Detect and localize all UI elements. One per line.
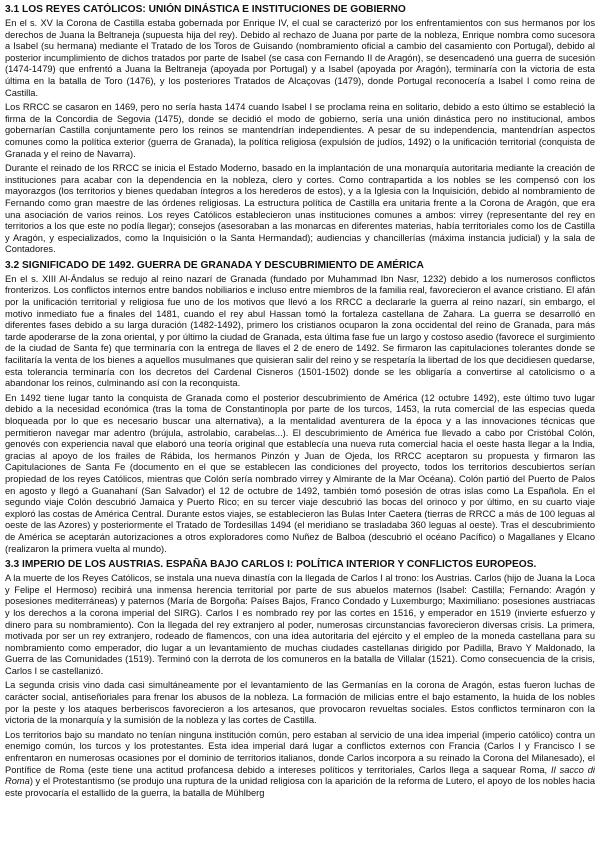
paragraph: En el s. XIII Al-Ándalus se redujo al reino nazarí de Granada (fundado por Muhammad Ibn Nasr, 1232) debido a los numerosos conflictos fronterizos. Los conflictos internos entre bandos nobiliarios e incluso entre miembros de la familia real, favorecieron el avance cristiano. El afán por la unificación territorial y religiosa fue uno de los motivos que llevó a los RRCC a declararle la guerra al reino nazarí, sin embargo, el motivo inmediato fue a finales del 1481, cuando el rey abul Hassan tomó la fortaleza castellana de Zahara. La guerra se desarrolló en diferentes fases debido a su larga duración (1482-1492), primero los cristianos ocuparon la zona occidental del reino de Granada, para más tarde apoderarse de la zona oriental, y por último la ciudad de Granada, esta última fase fue un largo y costoso asedio (favorece el surgimiento de la ciudad de Santa fe) que terminaría con la entrega de llaves el 2 de enero de 1492. Se firmaron las capitulaciones tolerantes donde se facilitaría la venta de los bienes a aquellos musulmanes que quisieran salir del reino y se respetaría la libertad de los que decidiesen quedarse, esta tolerancia terminaría con los decretos del Cardenal Cisneros (1501-1502) donde se les obligaría a convertirse al catolicismo o a abandonar los reinos, culminando así con la reconquista. — [5, 273, 595, 389]
paragraph: A la muerte de los Reyes Católicos, se instala una nueva dinastía con la llegada de Carlos I al trono: los Austrias. Carlos (hijo de Juana la Loca y Felipe el Hermoso) recibirá una inmensa herencia territorial por parte de sus abuelos maternos (Isabel: Castilla; Fernando: Aragón y posesiones mediterráneas) y paternos (María de Borgoña: Países Bajos, Franco Condado y Luxemburgo; Maximiliano: posesiones austriacas y los derechos a la corona imperial del SIRG). Carlos I es nombrado rey por las cortes en 1516, y emperador en 1519 (invierte esfuerzo y dinero para su nombramiento). Con la llegada del rey extranjero al poder, numerosas circunstancias favorecieron diversas crisis. La primera, motivada por ser un rey extranjero, rodeado de flamencos, con una idea autoritaria del ejército y el empleo de la moneda castellana para su nombramiento como emperador, dio lugar a un levantamiento de muchas ciudades castellanas dirigido por Padilla, Bravo Y Maldonado, la Guerra de las Comunidades (1519). Terminó con la derrota de los comuneros en la batalla de Villalar (1521). Como consecuencia de la crisis, Carlos I se castellanizó. — [5, 573, 595, 676]
section-heading: 3.2 SIGNIFICADO DE 1492. GUERRA DE GRANADA Y DESCUBRIMIENTO DE AMÉRICA — [5, 259, 424, 271]
section-significado-1492 — [5, 259, 595, 555]
paragraph: En 1492 tiene lugar tanto la conquista de Granada como el posterior descubrimiento de América (12 octubre 1492), este último tuvo lugar debido a la necesidad económica (tras la toma de Constantinopla por parte de los turcos, 1453, la ruta comercial de las especias queda bloqueada por lo que es necesario buscar una alternativa), a la mentalidad aventurera de la época y a las innovaciones técnicas que permitieron navegar mar adentro (brújula, astrolabio, carabelas...). El descubrimiento de América fue llevado a cabo por Cristóbal Colón, genovés con experiencia naval que elaboró una teoría original que establecía una nueva ruta comercial hacia el oeste hasta llegar a la India, gracias al apoyo de los frailes de Rábida, los hermanos Pinzón y Juan de Ojeda, los RRCC aceptaron su propuesta y firmaron las Capitulaciones de Santa Fe (documento en el que se establecen las condiciones del proyecto, todos los territorios descubiertos serían propiedad de los reyes Católicos, mientras que Colón sería nombrado virrey y Almirante de la Mar Océana). Colón partió del Puerto de Palos en agosto y llegó a Guanahaní (San Salvador) el 12 de octubre de 1492, también tomó posesión de otras islas como La Española. En el segundo viaje Colón descubrió Jamaica y Puerto Rico; en su tercer viaje descubrió las bocas del orinoco y por último, en su cuarto viaje exploró las costas de América Central. Durante estos viajes, se establecieron las Bulas Inter Caetera (tierras de RRCC a más de 100 leguas al oeste de las Azores) y posteriormente el Tratado de Tordesillas 1494 (el meridiano se trasladaba 360 leguas al oeste). Tras el descubrimiento de América se aceptarán autorizaciones a otros exploradores como Nuñez de Balboa (descubrió el océano Pacífico) o Magallanes y Elcano (realizaron la primera vuelta al mundo). — [5, 392, 595, 554]
section-heading: 3.3 IMPERIO DE LOS AUSTRIAS. ESPAÑA BAJO CARLOS I: POLÍTICA INTERIOR Y CONFLICTOS EUROPEOS. — [5, 559, 537, 571]
section-imperio-austrias — [5, 558, 595, 799]
paragraph: Los RRCC se casaron en 1469, pero no sería hasta 1474 cuando Isabel I se proclama reina en solitario, debido a esto último se estableció la firma de la Concordia de Segovia (1475), donde se decidió el modo de gobierno, sería una unión dinástica pero no institucional, ambos gobernarían Castilla conjuntamente pero los reinos se mantendrían independientes. A pesar de su independencia, mantendrían aspectos comunes como la política exterior (guerra de Granada), la política religiosa (expulsión de judíos, 1492) o la unificación territorial (conquista de Granada y el reino de Navarra). — [5, 102, 595, 159]
section-heading: 3.1 LOS REYES CATÓLICOS: UNIÓN DINÁSTICA E INSTITUCIONES DE GOBIERNO — [5, 4, 406, 15]
paragraph-text: Los territorios bajo su mandato no tenían ninguna institución común, pero estaban al servicio de una idea imperial (imperio católico) contra un enemigo común, los turcos y los protestantes. Esta idea imperial dará lugar a conflictos externos con Francia (Carlos I y Francisco I se enfrentaron en numerosas ocasiones por el dominio de territorios italianos, donde Carlos incorpora a su reinado la Corona del Milanesado), el Pontífice de Roma (este tiene una actitud profancesa debido a intereses políticos y territoriales, Carlos llega a saquear Roma, — [5, 729, 595, 775]
paragraph-text: ) y el Protestantismo (se produjo una ruptura de la unidad religiosa con la aparición de la reforma de Lutero, el apoyo de los nobles hacia este provocaría el estallido de la guerra, la batalla de Mühlberg — [5, 776, 595, 798]
section-reyes-catolicos — [5, 3, 595, 256]
italic-term: Il sacco di Roma — [5, 764, 595, 787]
paragraph — [5, 730, 595, 800]
paragraph: Durante el reinado de los RRCC se inicia el Estado Moderno, basado en la implantación de una monarquía autoritaria mediante la creación de instituciones para acabar con la dependencia en la nobleza, clero y cortes. Como contrapartida a los nobles se les compensó con los mayorazgos (los territorios y bienes quedaban íntegros a los herederos de estos), y a la Iglesia con la Inquisición, debido al nombramiento de Fernando como gran maestre de las órdenes religiosas. La estructura política de Castilla era unitaria frente a la Corona de Aragón, que era una asociación de varios reinos. Los reyes Católicos establecieron unas instituciones comunes a ambos: virrey (representante del rey en territorios a los que este no podía llegar); consejos (asesoraban a las monarcas en diferentes materias, había territoriales como los de Castilla y Aragón, y especializados, como la Inquisición o la Santa Hermandad); audiencias y chancillerías (máxima instancia judicial) y la sala de Contadores. — [5, 163, 595, 255]
paragraph: La segunda crisis vino dada casi simultáneamente por el levantamiento de las Germanías en la corona de Aragón, estas fueron luchas de carácter social, antiseñoriales para frenar los abusos de la nobleza. La formación de milicias entre el bajo estamento, la huida de los nobles por la peste y los ataques berberiscos favorecieron a los artesanos, que provocaron revueltas sociales. Estos conflictos terminaron con la victoria de la monarquía y la sumisión de la nobleza y las cortes de Castilla. — [5, 680, 595, 726]
paragraph: En el s. XV la Corona de Castilla estaba gobernada por Enrique IV, el cual se caracterizó por los enfrentamientos con sus hermanos por los derechos de Juana la Beltraneja (supuesta hija del rey). Debido al rechazo de Juana por parte de la nobleza, Enrique nombra como sucesora a Isabel (su hermana) mediante el Tratado de los Toros de Guisando (nombramiento oficial a cambio del casamiento con Portugal), debido al posterior incumplimiento de dichos tratados por parte de Isabel (se casa con Fernando II de Aragón), se desencadenó una guerra de sucesión (1474-1479) que enfrentó a Juana la Beltraneja (apoyada por Portugal) y a Isabel (apoyada por Aragón), terminaría con la victoria de esta última en la batalla de Toro (1476), y los posteriores Tratados de Alcaçovas (1479), donde Portugal reconocería a Isabel I como reina de Castilla. — [5, 18, 595, 98]
